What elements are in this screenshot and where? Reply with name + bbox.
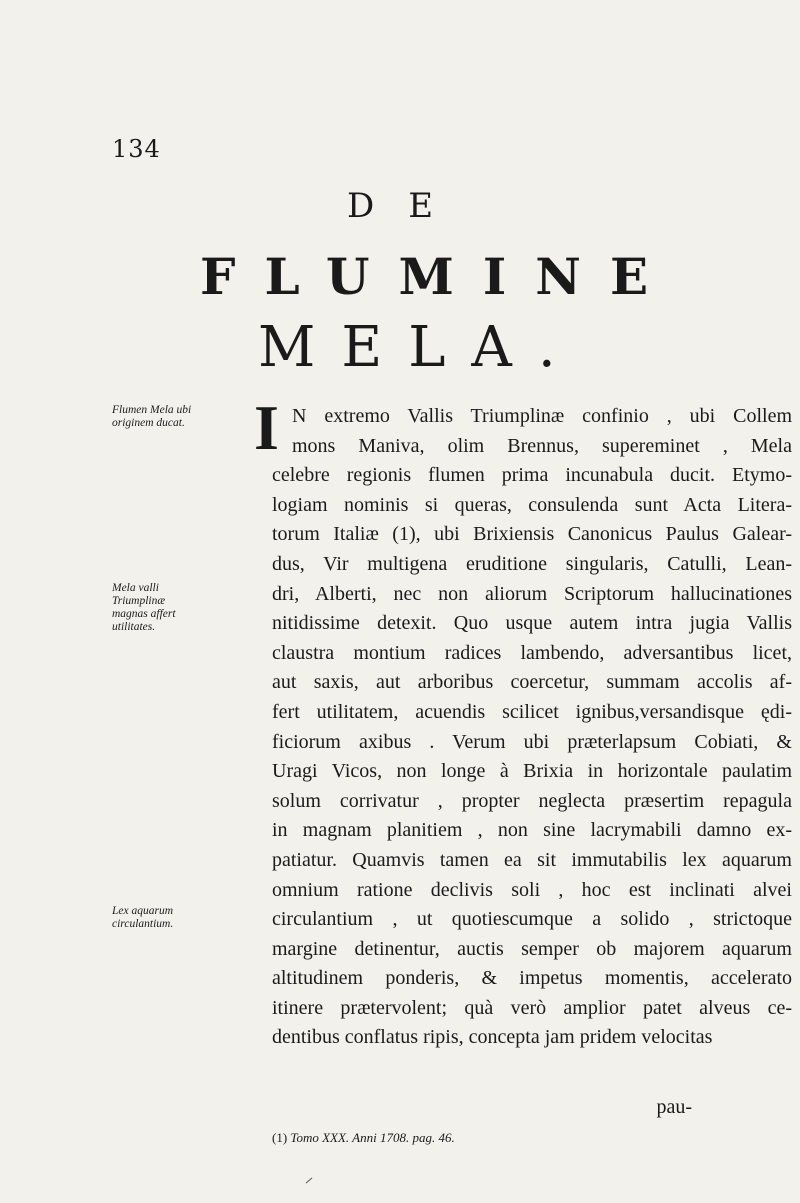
body-line: patiatur. Quamvis tamen ea sit immutabilis lex aquarum [272,848,792,871]
body-line: dentibus conflatus ripis, concepta jam pridem velocitas [272,1026,713,1049]
body-line: circulantium , ut quotiescumque a solido , strictoque [272,908,792,931]
marginal-note: Lex aquarum circulantium. [112,905,174,930]
body-line: torum Italiæ (1), ubi Brixiensis Canonicus Paulus Galear- [272,523,792,546]
body-line: omnium ratione declivis soli , hoc est inclinati alvei [272,878,792,901]
ink-mark [306,1178,313,1184]
footnote-mark: (1) [272,1130,288,1145]
body-line: margine detinentur, auctis semper ob majorem aquarum [272,937,792,960]
body-line: fert utilitatem, acuendis scilicet ignibus,versandisque ędi- [272,700,792,723]
catchword: pau- [656,1096,692,1118]
footnote-reference: Tomo XXX. Anni 1708. pag. 46. [290,1130,455,1145]
body-line: dri, Alberti, nec non aliorum Scriptorum hallucinationes [272,582,792,605]
footnote [272,1130,455,1146]
body-line: in magnam planitiem , non sine lacrymabili damno ex- [272,819,792,842]
marginal-note: Mela valli Triumplinæ magnas affert utilitates. [112,582,176,633]
marginal-note: Flumen Mela ubi originem ducat. [112,404,192,429]
body-line: N extremo Vallis Triumplinæ confinio , ubi Collem [292,405,792,427]
title-line-2: MELA. [258,315,582,380]
body-line: logiam nominis si queras, consulenda sunt Acta Litera- [272,493,792,516]
body-line: nitidissime detexit. Quo usque autem intra jugia Vallis [272,612,792,635]
body-line: ficiorum axibus . Verum ubi præterlapsum Cobiati, & [272,730,792,753]
body-line: solum corrivatur , propter neglecta præsertim repagula [272,789,792,812]
body-line: itinere prætervolent; quà verò amplior patet alveus ce- [272,996,792,1019]
body-line: Uragi Vicos, non longe à Brixia in horizontale paulatim [272,760,792,783]
page-number: 134 [112,135,161,163]
body-text [272,402,792,1053]
heading-de: DE [346,186,468,226]
drop-cap: I [254,392,279,463]
title-line-1: FLUMINE [200,247,678,306]
body-line: mons Maniva, olim Brennus, supereminet , Mela [292,434,792,457]
body-line: celebre regionis flumen prima incunabula ducit. Etymo- [272,464,792,487]
body-line: altitudinem ponderis, & impetus momentis, accelerato [272,967,792,990]
body-line: claustra montium radices lambendo, adversantibus licet, [272,641,792,664]
body-line: aut saxis, aut arboribus coercetur, summam accolis af- [272,671,792,694]
body-line: dus, Vir multigena eruditione singularis, Catulli, Lean- [272,552,792,575]
